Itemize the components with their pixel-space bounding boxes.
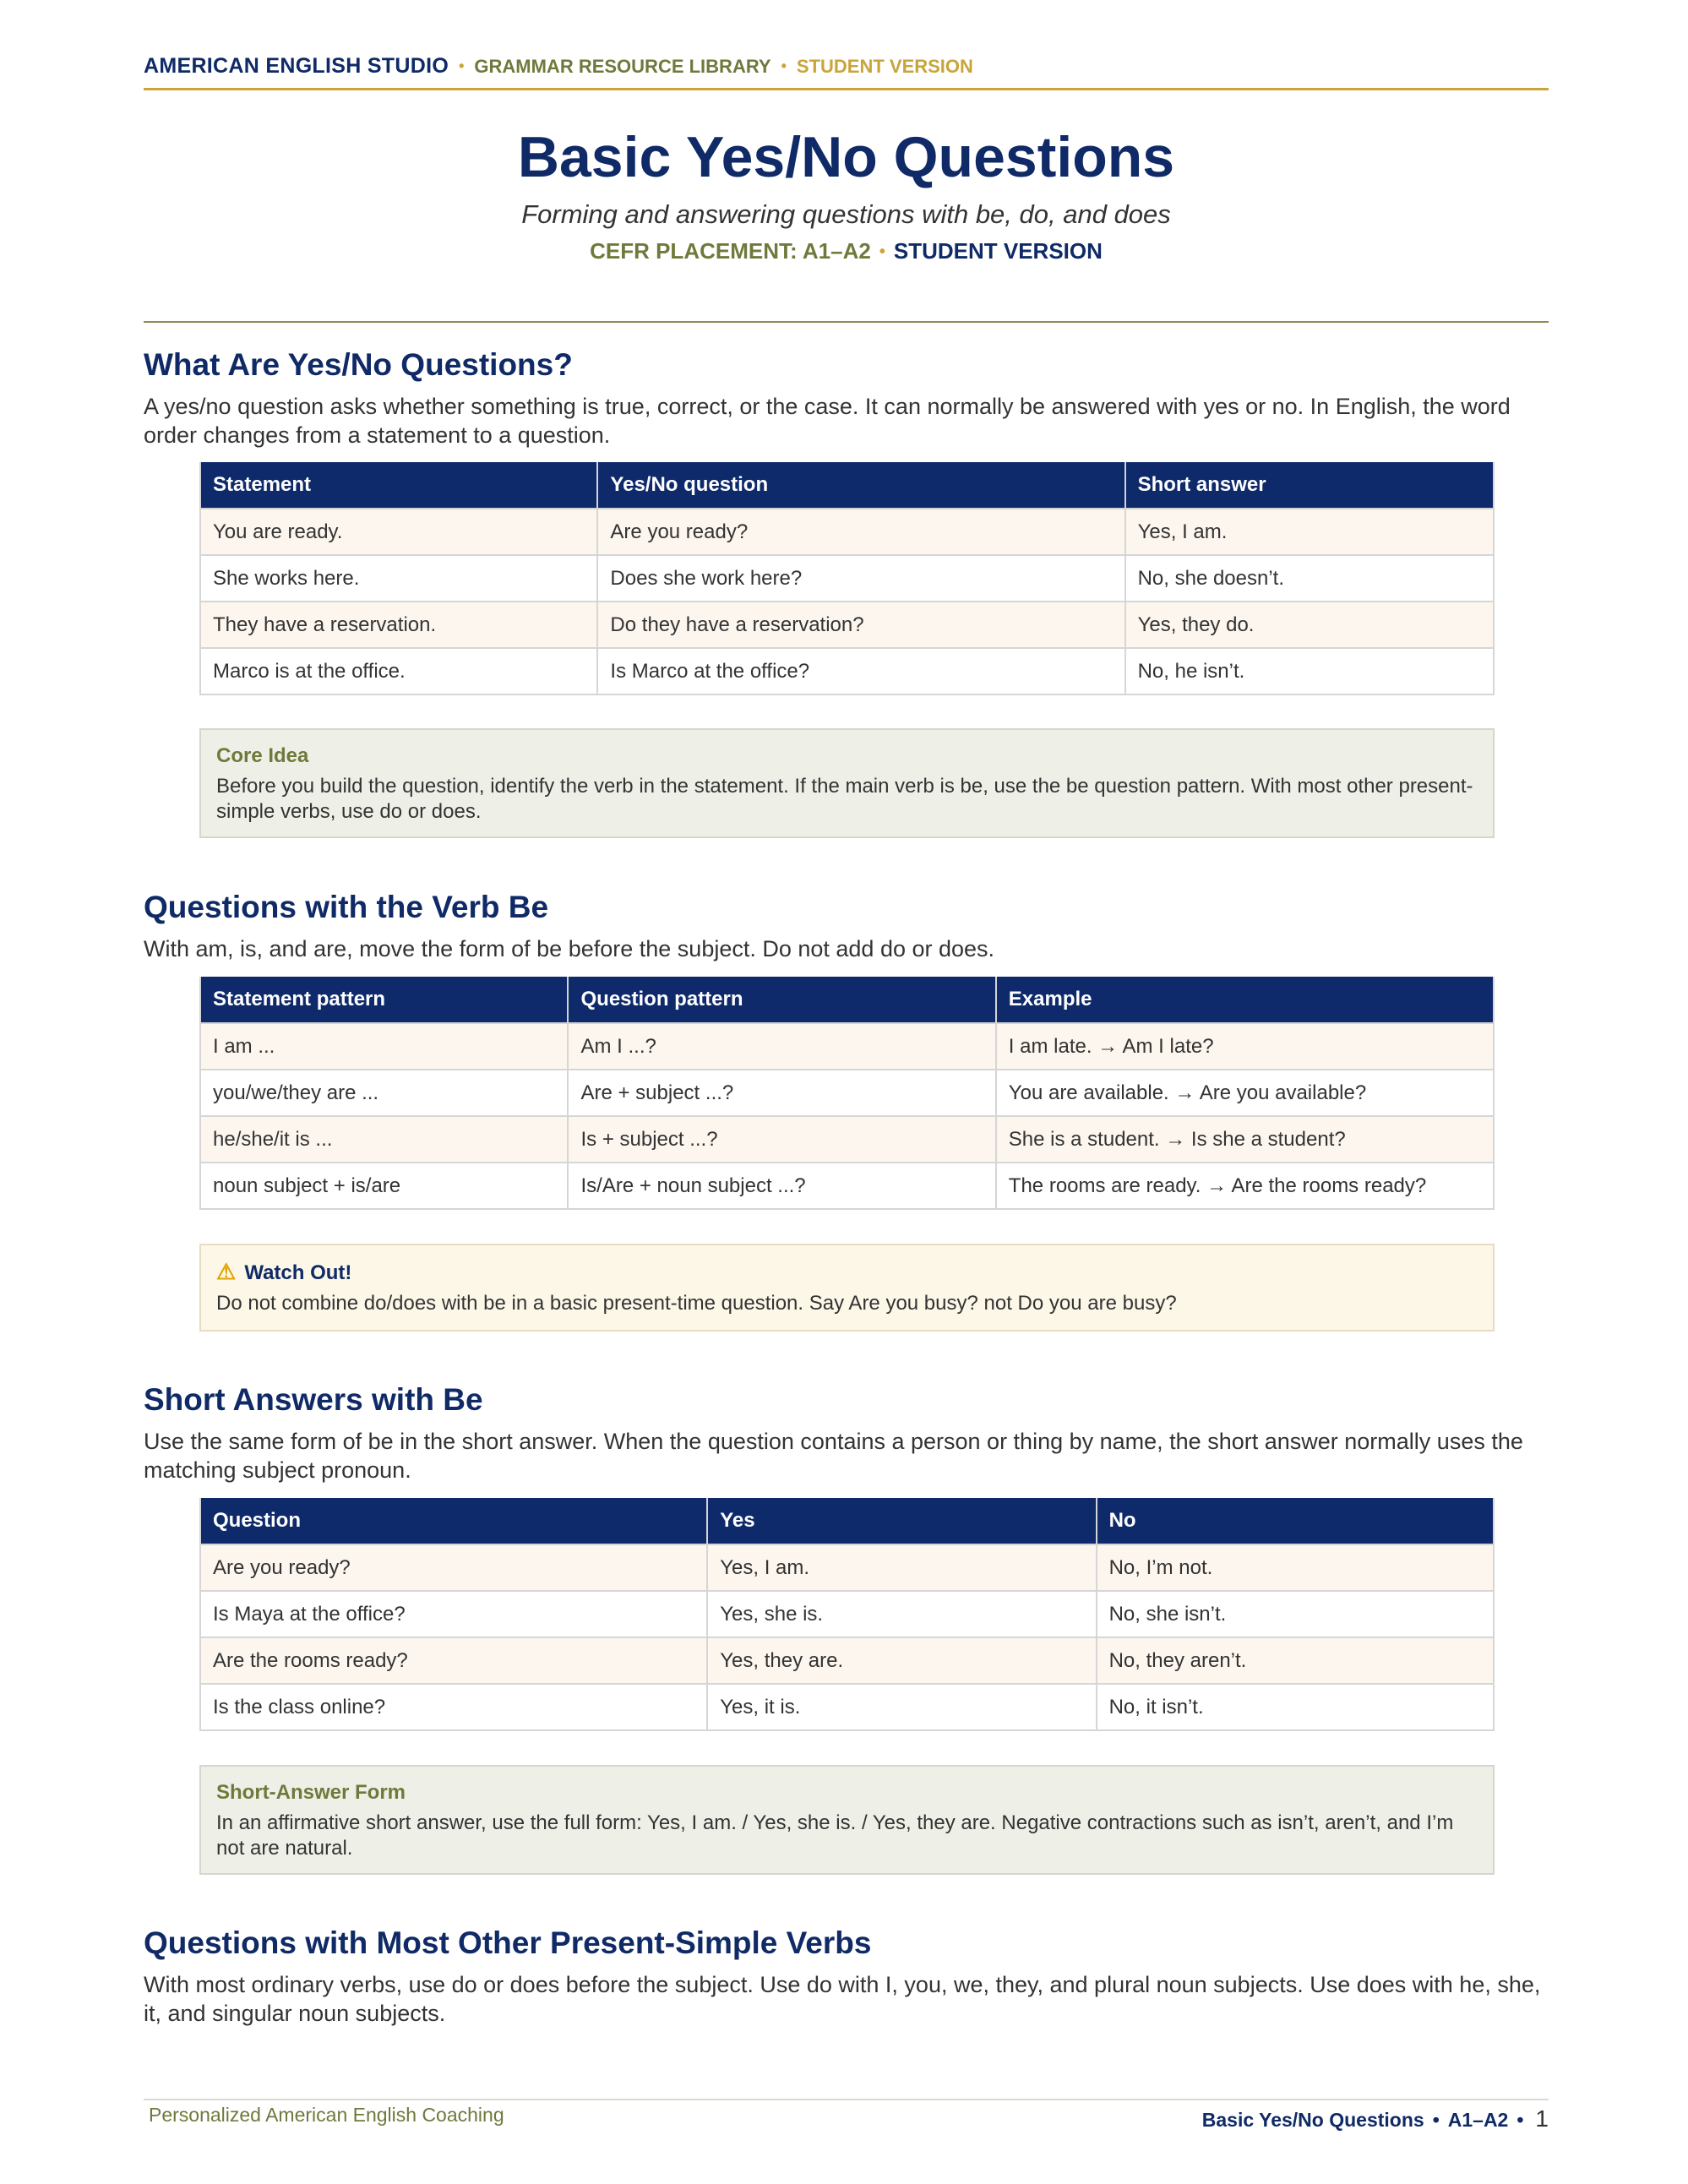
- table-cell: I am late. → Am I late?: [996, 1023, 1494, 1070]
- callout-label-row: [216, 1259, 1478, 1286]
- table-row: [200, 648, 1494, 694]
- table-cell: You are available. → Are you available?: [996, 1070, 1494, 1116]
- table-row: [200, 509, 1494, 555]
- placement-meta: [144, 235, 1549, 268]
- table-row: [200, 602, 1494, 648]
- table-row: [200, 1023, 1494, 1070]
- separator-dot: •: [1432, 2109, 1440, 2131]
- table-cell: Marco is at the office.: [200, 648, 597, 694]
- column-header: No: [1097, 1498, 1494, 1544]
- callout-text: In an affirmative short answer, use the full form: Yes, I am. / Yes, she is. / Yes, they are. Negative contractions such as isn’t, aren’t, and I’m not are natural.: [216, 1811, 1454, 1860]
- table-header-row: [200, 977, 1494, 1023]
- meta-version: STUDENT VERSION: [893, 238, 1103, 264]
- page-title: Basic Yes/No Questions: [517, 125, 1175, 189]
- table-cell: No, I’m not.: [1097, 1544, 1494, 1591]
- separator-dot: •: [1516, 2109, 1524, 2131]
- section-heading: Questions with Most Other Present-Simple Verbs: [144, 1925, 872, 1960]
- brand-name: AMERICAN ENGLISH STUDIO: [144, 54, 449, 78]
- table-cell: Is/Are + noun subject ...?: [568, 1163, 995, 1209]
- table-cell: You are ready.: [200, 509, 597, 555]
- column-header: Question: [200, 1498, 707, 1544]
- section-intro: A yes/no question asks whether something is true, correct, or the case. It can normally be answered with yes or no. In English, the word order changes from a statement to a question.: [144, 394, 1511, 448]
- table-row: [200, 1544, 1494, 1591]
- table-cell: They have a reservation.: [200, 602, 597, 648]
- table-cell: She is a student. → Is she a student?: [996, 1116, 1494, 1163]
- section-heading: Short Answers with Be: [144, 1382, 483, 1417]
- table-cell: No, he isn’t.: [1125, 648, 1494, 694]
- table-cell: Do they have a reservation?: [597, 602, 1124, 648]
- library-name: GRAMMAR RESOURCE LIBRARY: [474, 56, 771, 77]
- version-label: STUDENT VERSION: [796, 56, 973, 77]
- section-heading: What Are Yes/No Questions?: [144, 347, 573, 382]
- table-cell: you/we/they are ...: [200, 1070, 568, 1116]
- table-cell: Yes, they do.: [1125, 602, 1494, 648]
- section-other-present-simple: [144, 1923, 1549, 2028]
- table-header-row: [200, 462, 1494, 509]
- footer-doc-title: Basic Yes/No Questions: [1201, 2109, 1424, 2131]
- separator-dot: •: [459, 57, 465, 74]
- table-header-row: [200, 1498, 1494, 1544]
- be-pattern-table: [199, 977, 1495, 1210]
- table-row: [200, 1684, 1494, 1730]
- top-header: [144, 54, 1549, 90]
- callout-text: Before you build the question, identify the verb in the statement. If the main verb is be, use the be question pattern. With most other present-simple verbs, use do or does.: [216, 775, 1473, 823]
- separator-dot: •: [879, 242, 885, 261]
- section-verb-be: [144, 887, 1549, 963]
- column-header: Statement pattern: [200, 977, 568, 1023]
- column-header: Statement: [200, 462, 597, 509]
- title-divider: [144, 321, 1549, 323]
- watch-out-callout: [199, 1244, 1495, 1332]
- section-heading: Questions with the Verb Be: [144, 890, 549, 924]
- title-block: [144, 118, 1549, 268]
- table-cell: Is Maya at the office?: [200, 1591, 707, 1637]
- table-cell: Are the rooms ready?: [200, 1637, 707, 1684]
- table-cell: I am ...: [200, 1023, 568, 1070]
- column-header: Yes: [707, 1498, 1096, 1544]
- short-answer-form-callout: [199, 1765, 1495, 1875]
- table-cell: noun subject + is/are: [200, 1163, 568, 1209]
- statement-question-table: [199, 462, 1495, 695]
- callout-label: Core Idea: [216, 744, 309, 767]
- section-intro: With most ordinary verbs, use do or does before the subject. Use do with I, you, we, they, and plural noun subjects. Use does with he, she, it, and singular noun subjects.: [144, 1972, 1541, 2026]
- table-cell: No, she isn’t.: [1097, 1591, 1494, 1637]
- table-cell: Yes, they are.: [707, 1637, 1096, 1684]
- table-cell: The rooms are ready. → Are the rooms ready?: [996, 1163, 1494, 1209]
- callout-label: Watch Out!: [244, 1261, 352, 1284]
- short-answer-table: [199, 1498, 1495, 1731]
- table-cell: Does she work here?: [597, 555, 1124, 602]
- table-row: [200, 555, 1494, 602]
- table-cell: No, they aren’t.: [1097, 1637, 1494, 1684]
- column-header: Example: [996, 977, 1494, 1023]
- warning-icon: ⚠: [216, 1259, 237, 1284]
- table-row: [200, 1163, 1494, 1209]
- section-intro: With am, is, and are, move the form of be before the subject. Do not add do or does.: [144, 936, 995, 961]
- footer-tagline: Personalized American English Coaching: [149, 2104, 504, 2126]
- footer-doc-info: [1202, 2105, 1549, 2132]
- table-cell: Yes, I am.: [707, 1544, 1096, 1591]
- footer-level: A1–A2: [1447, 2109, 1509, 2131]
- table-cell: Am I ...?: [568, 1023, 995, 1070]
- table-cell: No, she doesn’t.: [1125, 555, 1494, 602]
- section-what-are-yes-no: [144, 345, 1549, 449]
- column-header: Yes/No question: [597, 462, 1124, 509]
- table-row: [200, 1116, 1494, 1163]
- table-cell: he/she/it is ...: [200, 1116, 568, 1163]
- page-number: 1: [1535, 2105, 1549, 2132]
- cefr-placement: CEFR PLACEMENT: A1–A2: [590, 238, 871, 264]
- table-row: [200, 1070, 1494, 1116]
- callout-label: Short-Answer Form: [216, 1781, 406, 1804]
- table-cell: She works here.: [200, 555, 597, 602]
- section-short-answers-be: [144, 1380, 1549, 1484]
- table-cell: No, it isn’t.: [1097, 1684, 1494, 1730]
- table-cell: Are + subject ...?: [568, 1070, 995, 1116]
- core-idea-callout: [199, 728, 1495, 838]
- column-header: Short answer: [1125, 462, 1494, 509]
- table-cell: Yes, I am.: [1125, 509, 1494, 555]
- column-header: Question pattern: [568, 977, 995, 1023]
- table-cell: Is Marco at the office?: [597, 648, 1124, 694]
- page-subtitle: Forming and answering questions with be, do, and does: [521, 199, 1171, 229]
- table-row: [200, 1591, 1494, 1637]
- footer-divider: [144, 2099, 1549, 2100]
- table-cell: Is the class online?: [200, 1684, 707, 1730]
- table-cell: Are you ready?: [597, 509, 1124, 555]
- table-cell: Are you ready?: [200, 1544, 707, 1591]
- table-row: [200, 1637, 1494, 1684]
- section-intro: Use the same form of be in the short answer. When the question contains a person or thing by name, the short answer normally uses the matching subject pronoun.: [144, 1429, 1523, 1483]
- separator-dot: •: [781, 57, 787, 74]
- table-cell: Yes, it is.: [707, 1684, 1096, 1730]
- table-cell: Yes, she is.: [707, 1591, 1096, 1637]
- callout-text: Do not combine do/does with be in a basic present-time question. Say Are you busy? not Do you are busy?: [216, 1292, 1177, 1315]
- table-cell: Is + subject ...?: [568, 1116, 995, 1163]
